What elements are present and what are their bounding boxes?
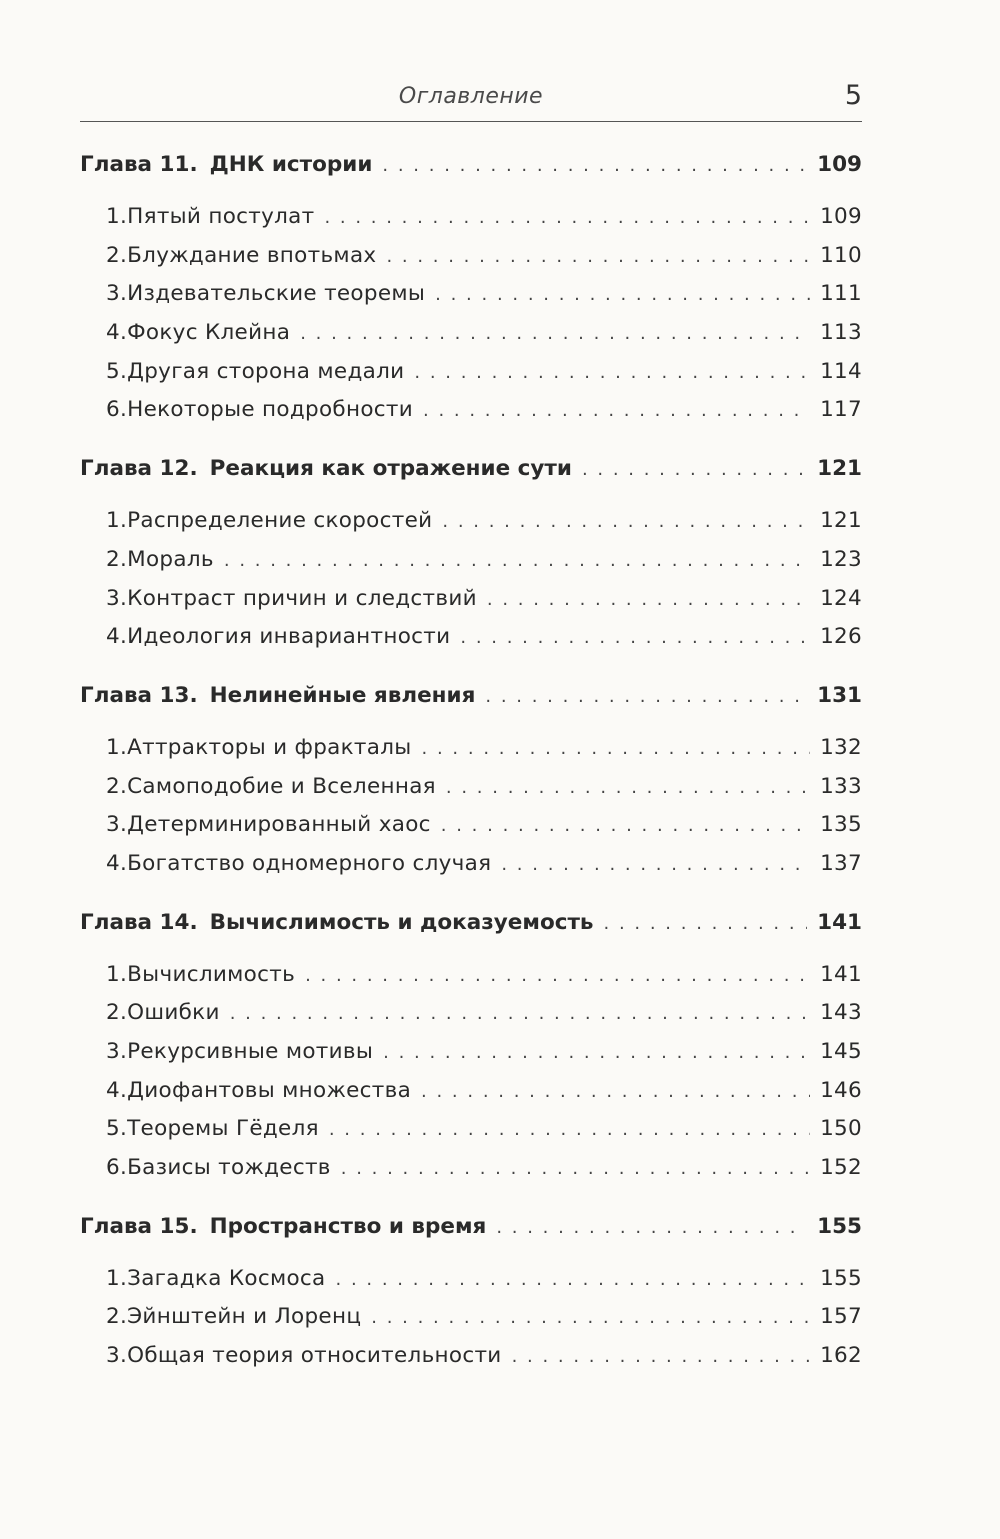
- dot-leader: [421, 1081, 810, 1102]
- toc-item[interactable]: [80, 508, 862, 547]
- toc-item[interactable]: [80, 243, 862, 282]
- chapter-section: [80, 683, 862, 890]
- dot-leader: [386, 246, 810, 267]
- chapter-section: [80, 1214, 862, 1382]
- item-title: Базисы тождеств: [127, 1155, 331, 1181]
- dot-leader: [324, 207, 810, 228]
- header-title: Оглавление: [398, 84, 544, 109]
- toc-item[interactable]: [80, 812, 862, 851]
- item-title: Контраст причин и следствий: [127, 585, 477, 611]
- item-title: Богатство одномерного случая: [127, 850, 492, 876]
- item-number: 6.: [106, 397, 128, 423]
- item-title: Самоподобие и Вселенная: [127, 773, 436, 799]
- item-number: 1.: [106, 961, 128, 987]
- dot-leader: [414, 362, 810, 383]
- toc-item[interactable]: [80, 320, 862, 359]
- chapter-label: Глава 12.: [80, 456, 198, 482]
- toc-item[interactable]: [80, 1078, 862, 1117]
- item-title: Вычислимость: [127, 961, 296, 987]
- item-page: 145: [820, 1039, 862, 1064]
- item-number: 1.: [106, 204, 128, 229]
- item-page: 109: [820, 204, 862, 229]
- item-number: 1.: [106, 1265, 128, 1291]
- item-page: 123: [820, 546, 862, 572]
- dot-leader: [383, 1042, 810, 1063]
- item-page: 126: [820, 624, 862, 650]
- item-title: Диофантовы множества: [127, 1077, 412, 1103]
- chapter-title: Нелинейные явления: [209, 682, 476, 708]
- item-title: Фокус Клейна: [127, 320, 291, 346]
- item-number: 2.: [106, 546, 128, 572]
- chapter-label: Глава 13.: [80, 682, 198, 708]
- toc-item[interactable]: [80, 1155, 862, 1194]
- chapter-page: 121: [817, 456, 862, 482]
- toc-item[interactable]: [80, 962, 862, 1001]
- dot-leader: [341, 1158, 810, 1179]
- toc-item[interactable]: [80, 1116, 862, 1155]
- item-number: 5.: [106, 1116, 128, 1142]
- item-page: 141: [820, 961, 862, 987]
- item-page: 113: [820, 320, 862, 346]
- item-number: 1.: [106, 734, 128, 760]
- item-title: Загадка Космоса: [127, 1265, 326, 1291]
- item-page: 135: [820, 812, 862, 838]
- item-title: Эйнштейн и Лоренц: [127, 1304, 362, 1330]
- item-title: Аттракторы и фракталы: [127, 734, 412, 760]
- item-page: 137: [820, 850, 862, 876]
- running-header: [80, 78, 862, 122]
- dot-leader: [329, 1119, 810, 1140]
- chapter-label: Глава 11.: [80, 152, 198, 177]
- item-page: 155: [820, 1265, 862, 1291]
- toc-item[interactable]: [80, 1266, 862, 1305]
- item-page: 146: [820, 1077, 862, 1103]
- dot-leader: [435, 284, 810, 305]
- item-number: 6.: [106, 1155, 128, 1181]
- chapter-entry[interactable]: [80, 683, 862, 731]
- item-title: Рекурсивные мотивы: [127, 1039, 374, 1064]
- item-page: 111: [820, 281, 862, 307]
- toc-item[interactable]: [80, 1343, 862, 1382]
- dot-leader: [300, 323, 810, 344]
- toc-item[interactable]: [80, 397, 862, 436]
- chapter-entry[interactable]: [80, 152, 862, 200]
- item-number: 5.: [106, 358, 128, 384]
- item-page: 152: [820, 1155, 862, 1181]
- toc-item[interactable]: [80, 586, 862, 625]
- toc-item[interactable]: [80, 281, 862, 320]
- dot-leader: [441, 815, 810, 836]
- toc-item[interactable]: [80, 359, 862, 398]
- item-number: 4.: [106, 624, 128, 650]
- item-title: Теоремы Гёделя: [127, 1116, 319, 1142]
- dot-leader: [230, 1003, 810, 1024]
- dot-leader: [582, 459, 807, 480]
- dot-leader: [442, 511, 810, 532]
- chapter-page: 131: [817, 682, 862, 708]
- dot-leader: [460, 627, 810, 648]
- item-page: 150: [820, 1116, 862, 1142]
- item-title: Детерминированный хаос: [127, 812, 431, 838]
- item-number: 2.: [106, 1000, 128, 1026]
- item-number: 2.: [106, 1304, 128, 1330]
- chapter-entry[interactable]: [80, 1214, 862, 1262]
- chapter-title: ДНК истории: [209, 152, 373, 177]
- dot-leader: [305, 965, 810, 986]
- dot-leader: [371, 1307, 810, 1328]
- dot-leader: [446, 777, 810, 798]
- chapter-page: 109: [817, 152, 862, 177]
- header-rule: [80, 121, 862, 122]
- chapter-title: Пространство и время: [209, 1213, 487, 1239]
- item-title: Блуждание впотьмах: [127, 242, 377, 268]
- dot-leader: [336, 1269, 811, 1290]
- chapter-section: [80, 456, 862, 663]
- item-title: Мораль: [127, 546, 214, 572]
- item-title: Пятый постулат: [127, 204, 315, 229]
- item-page: 117: [820, 397, 862, 423]
- chapter-page: 155: [817, 1213, 862, 1239]
- item-number: 3.: [106, 281, 128, 307]
- header-page-number: 5: [844, 80, 862, 111]
- item-title: Общая теория относительности: [127, 1343, 502, 1369]
- toc-item[interactable]: [80, 547, 862, 586]
- dot-leader: [422, 738, 811, 759]
- dot-leader: [512, 1346, 810, 1367]
- item-number: 2.: [106, 242, 128, 268]
- toc-item[interactable]: [80, 1000, 862, 1039]
- dot-leader: [496, 1217, 807, 1238]
- dot-leader: [501, 854, 810, 875]
- chapter-section: [80, 152, 862, 436]
- toc-item[interactable]: [80, 204, 862, 243]
- item-title: Распределение скоростей: [127, 508, 433, 534]
- chapter-title: Реакция как отражение сути: [209, 456, 572, 482]
- toc-item[interactable]: [80, 624, 862, 663]
- item-number: 1.: [106, 508, 128, 534]
- chapter-label: Глава 15.: [80, 1213, 198, 1239]
- item-title: Ошибки: [127, 1000, 220, 1026]
- table-of-contents: [80, 152, 862, 1402]
- dot-leader: [485, 686, 807, 707]
- item-number: 3.: [106, 585, 128, 611]
- item-page: 157: [820, 1304, 862, 1330]
- item-page: 114: [820, 358, 862, 384]
- toc-item[interactable]: [80, 851, 862, 890]
- item-number: 4.: [106, 850, 128, 876]
- dot-leader: [224, 550, 810, 571]
- toc-item[interactable]: [80, 735, 862, 774]
- item-page: 121: [820, 508, 862, 534]
- toc-item[interactable]: [80, 1304, 862, 1343]
- item-page: 143: [820, 1000, 862, 1026]
- item-page: 110: [820, 242, 862, 268]
- toc-item[interactable]: [80, 774, 862, 813]
- item-page: 162: [820, 1343, 862, 1369]
- dot-leader: [382, 155, 807, 176]
- chapter-label: Глава 14.: [80, 909, 198, 935]
- toc-item[interactable]: [80, 1039, 862, 1078]
- item-number: 3.: [106, 812, 128, 838]
- item-page: 132: [820, 734, 862, 760]
- dot-leader: [487, 589, 810, 610]
- item-number: 4.: [106, 1077, 128, 1103]
- chapter-entry[interactable]: [80, 910, 862, 958]
- item-title: Идеология инвариантности: [127, 624, 451, 650]
- item-title: Некоторые подробности: [127, 397, 413, 423]
- item-page: 133: [820, 773, 862, 799]
- item-number: 3.: [106, 1343, 128, 1369]
- dot-leader: [423, 400, 810, 421]
- dot-leader: [604, 913, 808, 934]
- item-number: 4.: [106, 320, 128, 346]
- chapter-entry[interactable]: [80, 456, 862, 504]
- item-number: 3.: [106, 1039, 128, 1064]
- chapter-title: Вычислимость и доказуемость: [209, 909, 594, 935]
- item-title: Другая сторона медали: [127, 358, 405, 384]
- item-title: Издевательские теоремы: [127, 281, 426, 307]
- item-page: 124: [820, 585, 862, 611]
- chapter-section: [80, 910, 862, 1194]
- chapter-page: 141: [817, 909, 862, 935]
- item-number: 2.: [106, 773, 128, 799]
